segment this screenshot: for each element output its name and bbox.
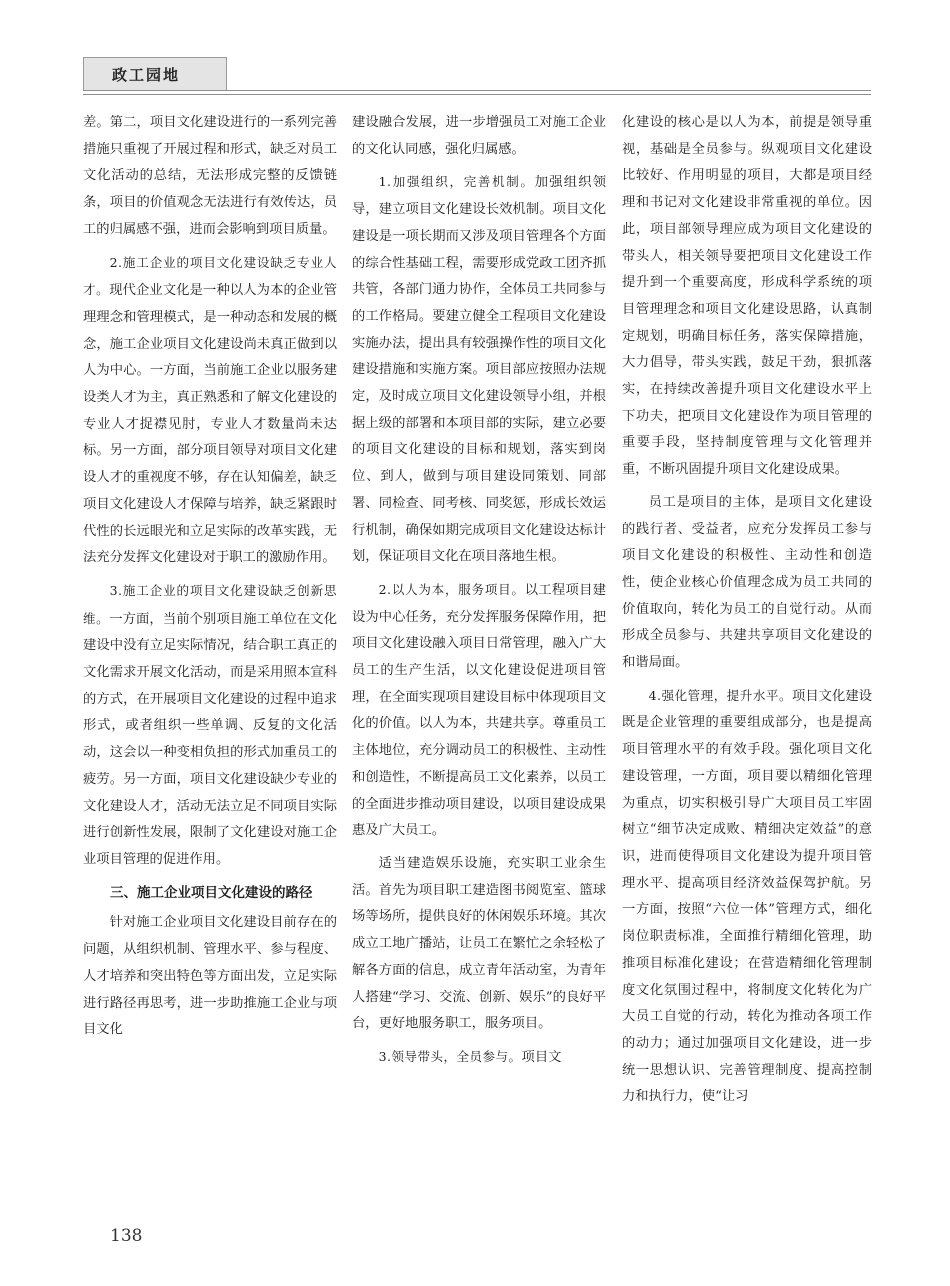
subheading-lead: 4.强化管理，提升水平。 (648, 687, 792, 703)
paragraph (83, 250, 337, 572)
paragraph-body: 加强组织领导，建立项目文化建设长效机制。项目文化建设是一项长期而又涉及项目管理各个方面的综合性基础工程，需要形成党政工团齐抓共管，各部门通力协作，全体员工共同参与的工作格局。要建立健全工程项目文化建设实施办法，提出具有较强操作性的项目文化建设措施和实施方案。项目部应按照办法规定，及时成立项目文化建设领导小组，并根据上级的部署和本项目部的实际，建立必要的项目文化建设的目标和规划，落实到岗位、到人，做到与项目建设同策划、同部署、同检查、同考核、同奖惩，形成长效运行机制，确保如期完成项目文化建设达标计划，保证项目文化在项目落地生根。 (352, 175, 606, 565)
column-2 (352, 110, 606, 1190)
paragraph: 化建设的核心是以人为本，前提是领导重视，基础是全员参与。纵观项目文化建设比较好、作用明显的项目，大都是项目经理和书记对文化建设非常重视的单位。因此，项目部领导理应成为项目文化建设的带头人，相关领导要把项目文化建设工作提升到一个重要高度，形成科学系统的项目管理理念和项目文化建设思路，认真制定规划，明确目标任务，落实保障措施，大力倡导，带头实践，鼓足干劲，狠抓落实，在持续改善提升项目文化建设水平上下功夫，把项目文化建设作为项目管理的重要手段，坚持制度管理与文化管理并重，不断巩固提升项目文化建设成果。 (622, 115, 872, 478)
paragraph: 适当建造娱乐设施，充实职工业余生活。首先为项目职工建造图书阅览室、篮球场等场所，提供良好的休闲娱乐环境。其次成立工地广播站，让员工在繁忙之余轻松了解各方面的信息，成立青年活动室，为青年人搭建“学习、交流、创新、娱乐”的良好平台，更好地服务职工，服务项目。 (352, 855, 606, 1032)
column-1 (83, 110, 337, 1190)
paragraph (352, 169, 606, 571)
page-number: 138 (110, 1226, 143, 1246)
section-title-tab (83, 57, 227, 91)
paragraph (83, 578, 337, 874)
paragraph (622, 683, 872, 1111)
subheading-lead: 1.加强组织，完善机制。 (378, 174, 535, 190)
subheading-lead: 3.施工企业的项目文化建设缺乏创新思维。 (83, 582, 337, 626)
paragraph: 建设融合发展，进一步增强员工对施工企业的文化认同感，强化归属感。 (352, 115, 606, 157)
header-rule-top (83, 90, 871, 91)
paragraph: 差。第二，项目文化建设进行的一系列完善措施只重视了开展过程和形式，缺乏对员工文化活动的总结，无法形成完整的反馈链条，项目的价值观念无法进行有效传达，员工的归属感不强，进而会影响到项目质量。 (83, 115, 337, 237)
paragraph-body: 一方面，当前个别项目施工单位在文化建设中没有立足实际情况，结合职工真正的文化需求开展文化活动，而是采用照本宣科的方式，在开展项目文化建设的过程中追求形式，或者组织一些单调、反复的文化活动，这会以一种变相负担的形式加重员工的疲劳。另一方面，项目文化建设缺少专业的文化建设人才，活动无法立足不同项目实际进行创新性发展，限制了文化建设对施工企业项目管理的促进作用。 (83, 611, 337, 867)
paragraph-body: 以工程项目建设为中心任务，充分发挥服务保障作用，把项目文化建设融入项目日常管理，融入广大员工的生产生活，以文化建设促进项目管理，在全面实现项目建设目标中体现项目文化的价值。以人为本，共建共享。尊重员工主体地位，充分调动员工的积极性、主动性和创造性，不断提高员工文化素养，以员工的全面进步推动项目建设，以项目建设成果惠及广大员工。 (352, 582, 606, 839)
paragraph: 员工是项目的主体，是项目文化建设的践行者、受益者，应充分发挥员工参与项目文化建设的积极性、主动性和创造性，使企业核心价值理念成为员工共同的价值取向，转化为员工的自觉行动。从而形成全员参与、共建共享项目文化建设的和谐局面。 (622, 494, 872, 671)
subheading-lead: 2.以人为本，服务项目。 (378, 581, 525, 597)
section-title: 政工园地 (112, 66, 181, 84)
header-rule-bottom (83, 94, 871, 95)
paragraph-body: 项目文化建设既是企业管理的重要组成部分，也是提高项目管理水平的有效手段。强化项目文化建设管理，一方面，项目要以精细化管理为重点，切实积极引导广大项目员工牢固树立“细节决定成败、精细决定效益”的意识，进而使得项目文化建设为提升项目管理水平、提高项目经济效益保驾护航。另一方面，按照“六位一体”管理方式，细化岗位职责标准，全面推行精细化管理，助推项目标准化建设；在营造精细化管理制度文化氛围过程中，将制度文化转化为广大员工自觉的行动，转化为推动各项工作的动力；通过加强项目文化建设，进一步统一思想认识、完善管理制度、提高控制力和执行力，使“让习 (622, 688, 872, 1105)
subheading-lead: 2.施工企业的项目文化建设缺乏专业人才。 (83, 254, 337, 298)
paragraph-body: 项目文 (521, 1049, 562, 1065)
paragraph (352, 1044, 606, 1072)
section-heading: 三、施工企业项目文化建设的路径 (110, 884, 313, 901)
paragraph-body: 现代企业文化是一种以人为本的企业管理理念和管理模式，是一种动态和发展的概念，施工企业项目文化建设尚未真正做到以人为中心。一方面，当前施工企业以服务建设类人才为主，真正熟悉和了解文化建设的专业人才捉襟见肘，专业人才数量尚未达标。另一方面，部分项目领导对项目文化建设人才的重视度不够，存在认知偏差，缺乏项目文化建设人才保障与培养，缺乏紧跟时代性的长远眼光和立足实际的改革实践，无法充分发挥文化建设对于职工的激励作用。 (83, 283, 337, 566)
paragraph: 针对施工企业项目文化建设目前存在的问题，从组织机制、管理水平、参与程度、人才培养和突出特色等方面出发，立足实际进行路径再思考，进一步助推施工企业与项目文化 (83, 915, 337, 1038)
subheading-lead: 3.领导带头，全员参与。 (378, 1048, 522, 1064)
paragraph (352, 577, 606, 845)
column-3 (622, 110, 872, 1190)
